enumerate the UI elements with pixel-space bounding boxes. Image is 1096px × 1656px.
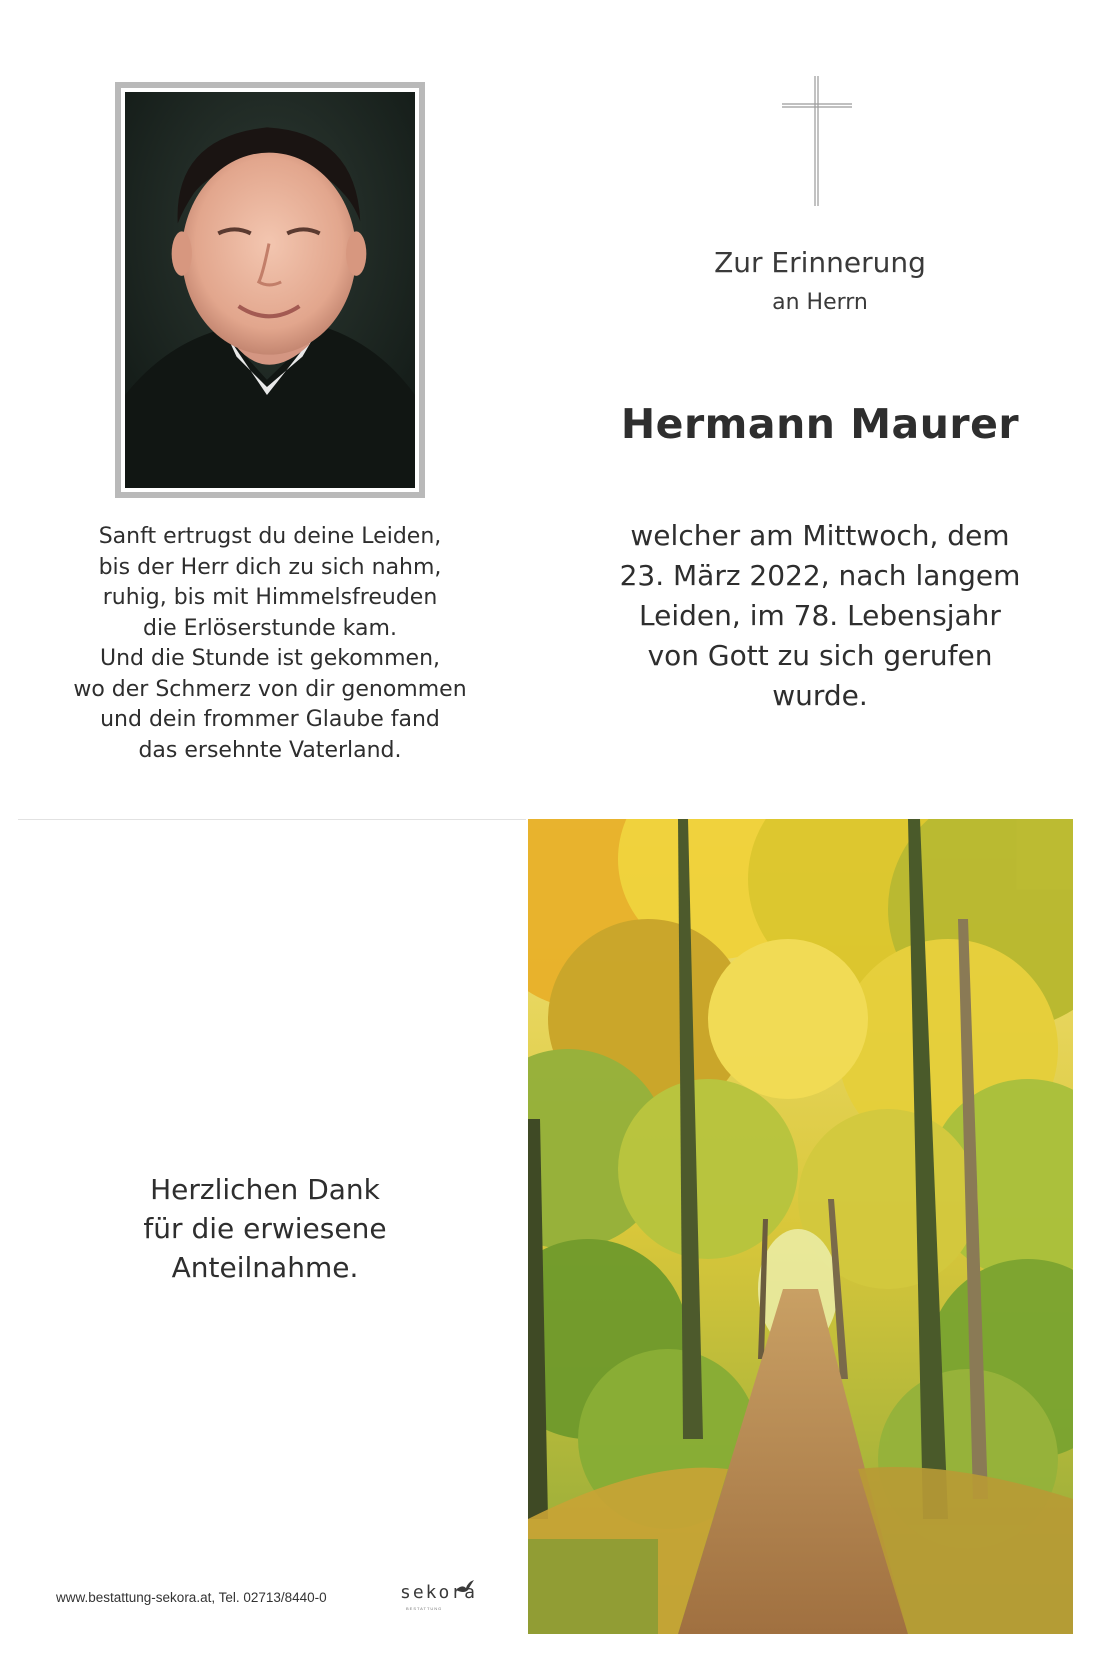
death-text-line: welcher am Mittwoch, dem	[630, 519, 1010, 552]
deceased-name: Hermann Maurer	[620, 400, 1020, 448]
poem-line: Sanft ertrugst du deine Leiden,	[98, 524, 442, 549]
thanks-line: Anteilnahme.	[171, 1251, 359, 1284]
company-logo-subtext: BESTATTUNG	[406, 1606, 443, 1611]
thanks-line: Herzlichen Dank	[150, 1173, 380, 1206]
poem-line: das ersehnte Vaterland.	[138, 737, 402, 763]
remembrance-title: Zur Erinnerung	[714, 246, 926, 279]
poem-line: und dein frommer Glaube fand	[100, 707, 440, 732]
forest-illustration	[528, 819, 1073, 1634]
autumn-forest-image	[528, 819, 1073, 1634]
fold-line	[18, 819, 526, 820]
thanks-line: für die erwiesene	[143, 1212, 387, 1245]
poem-line: Und die Stunde ist gekommen,	[99, 646, 441, 671]
cross-icon	[782, 76, 852, 206]
death-text-line: von Gott zu sich gerufen	[647, 639, 993, 672]
death-text-line: Leiden, im 78. Lebensjahr	[639, 599, 1001, 632]
footer-contact: www.bestattung-sekora.at, Tel. 02713/8440-0	[56, 1590, 327, 1605]
death-text-line: 23. März 2022, nach langem	[619, 559, 1021, 592]
death-notice-text	[580, 516, 1060, 716]
portrait-image	[125, 92, 415, 488]
remembrance-subtitle: an Herrn	[772, 290, 868, 315]
poem-line: bis der Herr dich zu sich nahm,	[98, 554, 442, 580]
poem-line: wo der Schmerz von dir genommen	[73, 676, 467, 702]
death-text-line: wurde.	[772, 679, 868, 712]
poem-line: die Erlöserstunde kam.	[143, 615, 397, 641]
poem	[40, 522, 500, 766]
thanks-text	[40, 1170, 490, 1287]
bird-icon	[456, 1580, 474, 1594]
portrait-photo	[121, 88, 419, 492]
portrait-frame	[115, 82, 425, 498]
poem-line: ruhig, bis mit Himmelsfreuden	[102, 585, 438, 610]
company-logo-text: sekora	[400, 1582, 478, 1603]
